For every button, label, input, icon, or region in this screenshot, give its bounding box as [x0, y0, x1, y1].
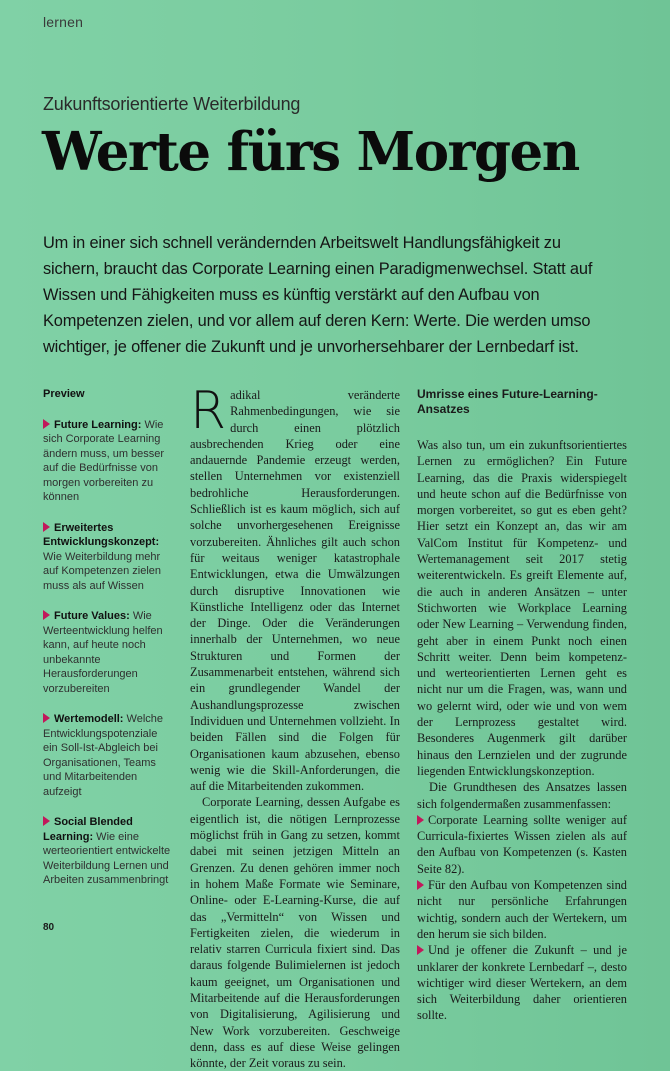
- section-subhead: Umrisse eines Future-Learning-Ansatzes: [417, 387, 598, 416]
- thesis-text: Corporate Learning sollte weniger auf Curricula-fixiertes Wissen zielen als auf den Aufbau von Kompetenzen (s. Kasten Seite 82).: [417, 812, 627, 876]
- article-headline: Werte fürs Morgen: [42, 121, 579, 183]
- preview-text: Wie sich Corporate Learning ändern muss, um besser auf die Bedürfnisse von morgen vorbereiten zu können: [43, 418, 165, 503]
- preview-term: Wertemodell:: [54, 713, 124, 725]
- preview-item: [43, 815, 175, 888]
- arrow-right-icon: [43, 816, 50, 826]
- body-column-middle: [190, 381, 400, 1071]
- preview-text: Wie Weiterbildung mehr auf Kompetenzen zielen muss als auf Wissen: [43, 550, 162, 592]
- preview-text: Wie Werteentwicklung helfen kann, auf heute noch unbekannte Herausforderungen vorzubereiten: [43, 610, 163, 695]
- arrow-right-icon: [417, 880, 424, 890]
- arrow-right-icon: [417, 815, 424, 825]
- thesis-bullet: [417, 877, 627, 942]
- arrow-right-icon: [43, 610, 50, 620]
- body-paragraph: adikal veränderte Rahmenbedingungen, wie sie durch einen plötzlich ausbrechenden Krieg oder eine andauernde Pandemie erzeugt werden, stellen Unternehmen vor existenziell bedrohliche Herausforderungen. Schließlich ist es kaum möglich, sich auf solche unvorhergesehenen Ereignisse vorzubereiten. Ähnliches gilt auch schon für weitaus weniger katastrophale Entwicklungen, etwa die Umwälzungen durch disruptive Innovationen wie Künstliche Intelligenz oder das Internet der Dinge. Oder die Veränderungen innerhalb der Unternehmen, wo neue Strukturen und Formen der Zusammenarbeit entstehen, während sich ein grundlegender Wandel der Aushandlungsprozesse zwischen Individuen und Unternehmen vollzieht. In beiden Fällen sind die Folgen für Organisationen kaum abzusehen, ebenso wenig wie die Skill-Anforderungen, die auf die Mitarbeitenden zukommen.: [190, 388, 400, 794]
- preview-item: [43, 418, 175, 505]
- preview-box: [43, 387, 175, 904]
- preview-text: Wie eine werteorientiert entwickelte Weiterbildung Lernen und Arbeiten zusammenbringt: [43, 830, 171, 886]
- preview-term: Future Values:: [54, 610, 130, 622]
- preview-item: [43, 609, 175, 696]
- arrow-right-icon: [43, 522, 50, 532]
- page-number: 80: [43, 922, 55, 933]
- arrow-right-icon: [417, 945, 424, 955]
- body-paragraph: Was also tun, um ein zukunftsorientiertes Lernen zu ermöglichen? Ein Future Learning, das die Praxis widerspiegelt und heute schon auf die Bedürfnisse von morgen vorbereitet, so gut es eben geht? Hier setzt ein Konzept an, das wir am ValCom Institut für Kompetenz- und Wertemanagement seit 2017 stetig weiterentwickeln. Es greift Elemente auf, die auch in anderen Ansätzen – unter Stichworten wie Workplace Learning oder New Learning – Verwendung finden, geht aber in einem Punkt noch einen Schritt weiter. Denn beim kompetenz- und werteorientierten Lernen geht es nicht nur um die Fragen, was, wann und wo gelernt wird, oder wie und von wem der Lernprozess gestaltet wird. Besonderes Augenmerk gilt darüber hinaus den Lernzielen und der zugrunde liegenden Entwicklungskonzeption.: [417, 438, 627, 778]
- preview-text: Welche Entwicklungspotenziale ein Soll-Ist-Abgleich bei Organisationen, Teams und Mitarbeitenden aufzeigt: [43, 713, 164, 798]
- preview-title: Preview: [43, 388, 85, 400]
- article-kicker: Zukunftsorientierte Weiterbildung: [43, 94, 301, 114]
- preview-term: Future Learning:: [54, 418, 142, 431]
- preview-term: Erweitertes Entwicklungskonzept:: [43, 521, 160, 548]
- body-paragraph: Die Grundthesen des Ansatzes lassen sich folgendermaßen zusammenfassen:: [417, 780, 627, 811]
- drop-cap: R: [190, 381, 227, 441]
- arrow-right-icon: [43, 713, 50, 723]
- thesis-text: Und je offener die Zukunft – und je unklarer der konkrete Lernbedarf –, desto wichtiger wird dieser Wertekern, an dem sich Weiterbildung daher orientieren sollte.: [417, 943, 627, 1023]
- article-lead: Um in einer sich schnell verändernden Arbeitswelt Handlungsfähigkeit zu sichern, braucht das Corporate Learning einen Paradigmenwechsel. Statt auf Wissen und Fähigkeiten muss es künftig verstärkt auf den Aufbau von Kompetenzen zielen, und vor allem auf deren Kern: Werte. Die werden umso wichtiger, je offener die Zukunft und je unvorhersehbarer der Lernbedarf ist.: [43, 234, 593, 356]
- arrow-right-icon: [43, 419, 50, 429]
- body-column-right: [417, 387, 627, 1024]
- thesis-text: Für den Aufbau von Kompetenzen sind nicht nur persönliche Erfahrungen wichtig, sondern auch der Wertekern, um den herum sie sich bilden.: [417, 878, 627, 941]
- thesis-bullet: [417, 942, 627, 1023]
- body-paragraph: Corporate Learning, dessen Aufgabe es eigentlich ist, die nötigen Lernprozesse möglichst früh in Gang zu setzen, kommt dabei mit seinen jetzigen Mitteln an Grenzen. Zu denen gehören immer noch in hohem Maße Formate wie Seminare, Online- oder E-Learning-Kurse, die auf das „Vermitteln“ von Wissen und Fertigkeiten zielen, die wiederum in relativ starren Curricula fixiert sind. Das daraus folgende Bulimielernen ist jedoch kaum geeignet, um Organisationen und Mitarbeitende auf die Herausforderungen von Digitalisierung, Agilisierung und New Work vorzubereiten. Geschweige denn, dass es auf diese Weise gelingen könnte, der Zeit voraus zu sein.: [190, 795, 400, 1071]
- preview-item: [43, 712, 175, 799]
- preview-term: Social Blended Learning:: [43, 816, 133, 843]
- section-label: lernen: [43, 14, 84, 30]
- preview-item: [43, 521, 175, 594]
- thesis-bullet: [417, 812, 627, 877]
